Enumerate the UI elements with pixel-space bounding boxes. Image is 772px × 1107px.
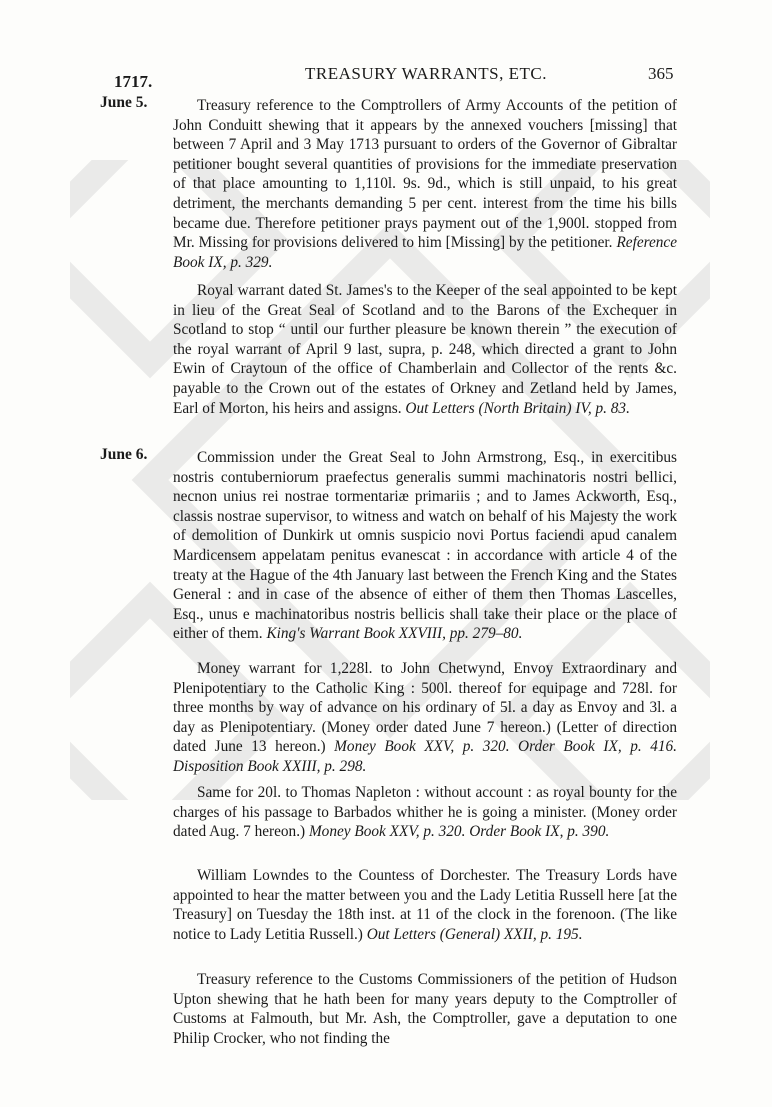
entry-text: Treasury reference to the Customs Commissioners of the petition of Hudson Upton shewing that he hath been for many years deputy to the Comptroller of Customs at Falmouth, but Mr. Ash, the Comptroller, gave a deputation to one Philip Crocker, who not finding the: [173, 971, 677, 1047]
entry-conduitt-petition: [173, 96, 677, 272]
entry-text: Same for 20l. to Thomas Napleton : without account : as royal bounty for the charges of his passage to Barbados whither he is going a minister. (Money order dated Aug. 7 hereon.): [173, 784, 677, 841]
page-number: 365: [648, 64, 674, 83]
entry-reference: Out Letters (North Britain) IV, p. 83.: [405, 399, 630, 417]
entry-text: William Lowndes to the Countess of Dorchester. The Treasury Lords have appointed to hear the matter between you and the Lady Letitia Russell here [at the Treasury] on Tuesday the 18th inst. at 11 of the clock in the forenoon. (The like notice to Lady Letitia Russell.): [173, 867, 677, 943]
year-label: 1717.: [114, 72, 153, 91]
entry-reference: Reference Book IX, p. 329.: [173, 234, 678, 271]
entry-text: Commission under the Great Seal to John Armstrong, Esq., in exercitibus nostris contuberniorum praefectus generalis summi machinatoris nostri bellici, necnon unius rei nostrae tormentariæ primariis ; and to James Ackworth, Esq., classis nostrae supervisor, to witness and watch on behalf of his Majesty the work of demolition of Dunkirk ut omnis suspicio novi Portus faciendi apud canalem Mardicensem appelatam penitus evanescat : in accordance with article 4 of the treaty at the Hague of the 4th January last between the French King and the States General : and in case of the absence of either of them then Thomas Lascelles, Esq., unus e machinatoribus nostris bellicis shall take their place or the place of either of them.: [173, 449, 677, 643]
entry-reference: Money Book XXV, p. 320. Order Book IX, p. 416. Disposition Book XXIII, p. 298.: [173, 738, 677, 775]
entry-upton-petition: [173, 970, 677, 1048]
date-june-6: June 6.: [100, 446, 148, 463]
entry-text: Money warrant for 1,228l. to John Chetwynd, Envoy Extraordinary and Plenipotentiary to the Catholic King : 500l. thereof for equipage and 728l. for three months by way of advance on his ordinary of 5l. a day as Envoy and 3l. a day as Plenipotentiary. (Money order dated June 7 hereon.) (Letter of direction dated June 13 hereon.): [173, 660, 677, 756]
entry-text: Treasury reference to the Comptrollers of Army Accounts of the petition of John Conduitt shewing that it appears by the annexed vouchers [missing] that between 7 April and 3 May 1713 pursuant to orders of the Governor of Gibraltar petitioner bought several quantities of provisions for the immediate preservation of that place amounting to 1,110l. 9s. 9d., which is still unpaid, to his great detriment, the merchants demanding 5 per cent. interest from the time his bills became due. Therefore petitioner prays payment out of the 1,900l. stopped from Mr. Missing for provisions delivered to him [Missing] by the petitioner.: [173, 97, 677, 252]
date-june-5: June 5.: [100, 94, 148, 111]
entry-reference: Out Letters (General) XXII, p. 195.: [366, 925, 583, 943]
entry-commission-armstrong: [173, 448, 677, 644]
entry-reference: King's Warrant Book XXVIII, pp. 279–80.: [266, 625, 523, 643]
entry-lowndes-dorchester: [173, 866, 677, 944]
entry-reference: Money Book XXV, p. 320. Order Book IX, p. 390.: [308, 823, 610, 841]
running-title: TREASURY WARRANTS, ETC.: [305, 64, 547, 83]
entry-royal-warrant-scotland: [173, 281, 677, 418]
entry-money-warrant-chetwynd: [173, 659, 677, 777]
entry-napleton-bounty: [173, 783, 677, 842]
entry-text: Royal warrant dated St. James's to the Keeper of the seal appointed to be kept in lieu of the Great Seal of Scotland and to the Barons of the Exchequer in Scotland to stop “ until our further pleasure be known therein ” the execution of the royal warrant of April 9 last, supra, p. 248, which directed a grant to John Ewin of Craytoun of the office of Chamberlain and Collector of the rents &c. payable to the Crown out of the estates of Orkney and Zetland held by James, Earl of Morton, his heirs and assigns.: [173, 282, 677, 417]
